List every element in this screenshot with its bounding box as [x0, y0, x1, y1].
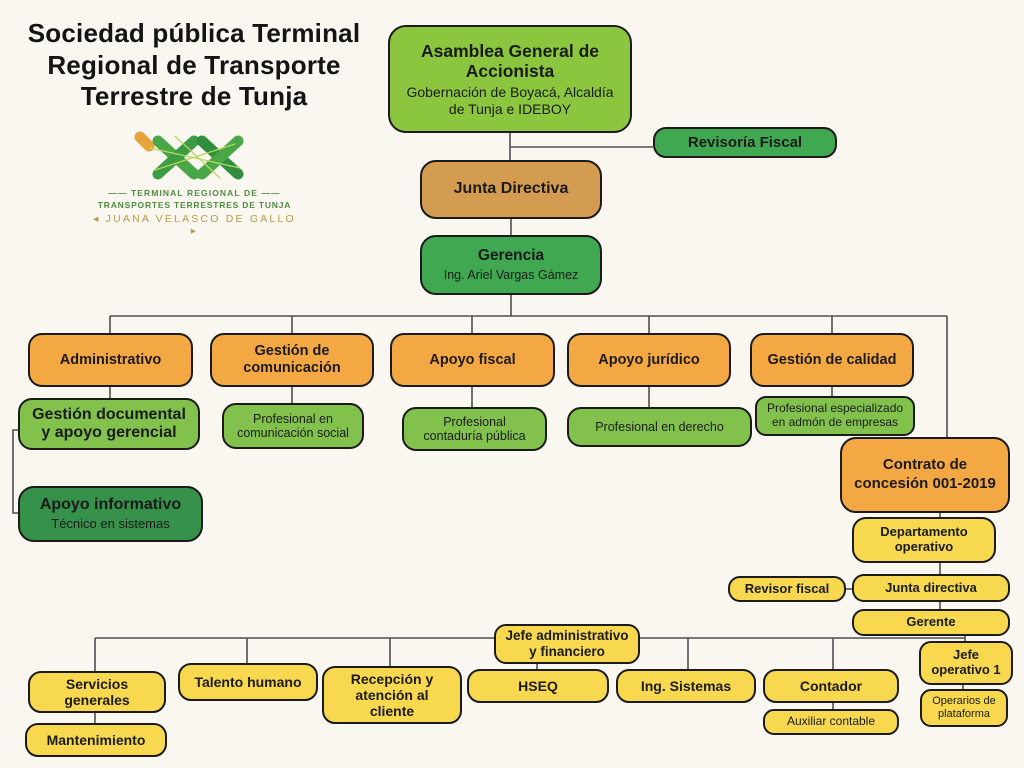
- node-title: Servicios generales: [64, 675, 130, 708]
- node-departamento-operativo: [852, 517, 996, 563]
- node-gerencia: [420, 235, 602, 295]
- node-title: Profesional contaduría pública: [423, 414, 526, 443]
- node-apoyo-fiscal: [390, 333, 555, 387]
- node-title: Profesional en derecho: [595, 419, 724, 434]
- node-administrativo: [28, 333, 193, 387]
- node-title: Gestión de comunicación: [243, 343, 341, 376]
- node-title: Revisor fiscal: [744, 580, 830, 596]
- node-title: Auxiliar contable: [786, 714, 876, 729]
- node-profesional-comunicacion: [222, 403, 364, 449]
- node-title: Junta Directiva: [453, 180, 569, 198]
- node-junta-directiva: [420, 160, 602, 219]
- node-title: Gestión de calidad: [767, 351, 897, 368]
- node-title: Ing. Sistemas: [640, 677, 732, 694]
- node-title: Gerente: [906, 614, 956, 630]
- node-jefe-operativo-1: [919, 641, 1013, 685]
- node-talento-humano: [178, 663, 318, 701]
- node-junta-directiva-concesion: [852, 574, 1010, 602]
- node-apoyo-juridico: [567, 333, 731, 387]
- node-hseq: [467, 669, 609, 703]
- node-gestion-documental: [18, 398, 200, 450]
- page-title: Sociedad pública Terminal Regional de Transporte Terrestre de Tunja: [27, 18, 361, 112]
- node-profesional-derecho: [567, 407, 752, 447]
- node-title: Asamblea General de Accionista: [421, 40, 599, 81]
- node-title: Gerencia: [477, 247, 545, 265]
- node-title: Revisoría Fiscal: [687, 133, 803, 151]
- node-profesional-contaduria: [402, 407, 547, 451]
- node-title: Profesional especializado en admón de empresas: [766, 401, 904, 429]
- node-title: Apoyo fiscal: [429, 351, 516, 368]
- node-title: Contador: [799, 677, 863, 694]
- node-gestion-comunicacion: [210, 333, 374, 387]
- node-title: Mantenimiento: [46, 731, 146, 748]
- node-title: Talento humano: [194, 673, 302, 690]
- node-title: Junta directiva: [885, 579, 977, 595]
- node-servicios-generales: [28, 671, 166, 713]
- node-subtitle: Ing. Ariel Vargas Gámez: [443, 268, 579, 283]
- node-title: HSEQ: [518, 677, 558, 694]
- node-title: Contrato de concesión 001-2019: [854, 456, 996, 492]
- node-title: Profesional en comunicación social: [237, 411, 349, 440]
- node-auxiliar-contable: [763, 709, 899, 735]
- node-subtitle: Gobernación de Boyacá, Alcaldía de Tunja e IDEBOY: [406, 83, 614, 117]
- logo-text-line3: ◂ JUANA VELASCO DE GALLO ▸: [93, 213, 296, 237]
- node-ing-sistemas: [616, 669, 756, 703]
- node-title: Departamento operativo: [880, 524, 968, 554]
- node-profesional-especializado: [755, 396, 915, 436]
- node-jefe-administrativo-financiero: [494, 624, 640, 664]
- node-contrato-concesion: [840, 437, 1010, 513]
- node-contador: [763, 669, 899, 703]
- node-title: Operarios de plataforma: [932, 695, 996, 720]
- node-revisor-fiscal: [728, 576, 846, 602]
- node-revisoria-fiscal: [653, 127, 837, 158]
- node-gestion-calidad: [750, 333, 914, 387]
- node-title: Jefe administrativo y financiero: [505, 628, 629, 659]
- node-title: Recepción y atención al cliente: [350, 670, 434, 720]
- node-title: Jefe operativo 1: [931, 647, 1001, 677]
- node-apoyo-informativo: [18, 486, 203, 542]
- node-gerente: [852, 609, 1010, 636]
- node-title: Administrativo: [59, 351, 162, 368]
- terminal-logo: [92, 128, 297, 237]
- node-title: Apoyo jurídico: [598, 351, 700, 368]
- node-asamblea-general: [388, 25, 632, 133]
- node-title: Gestión documental y apoyo gerencial: [32, 405, 186, 441]
- terminal-logo-icon: [120, 128, 270, 186]
- logo-text-line1: —— TERMINAL REGIONAL DE ——: [108, 188, 281, 198]
- node-title: Apoyo informativo: [39, 495, 182, 513]
- node-recepcion-atencion: [322, 666, 462, 724]
- logo-text-line2: TRANSPORTES TERRESTRES DE TUNJA: [97, 200, 292, 210]
- node-subtitle: Técnico en sistemas: [51, 516, 170, 532]
- node-operarios-plataforma: [920, 689, 1008, 727]
- node-mantenimiento: [25, 723, 167, 757]
